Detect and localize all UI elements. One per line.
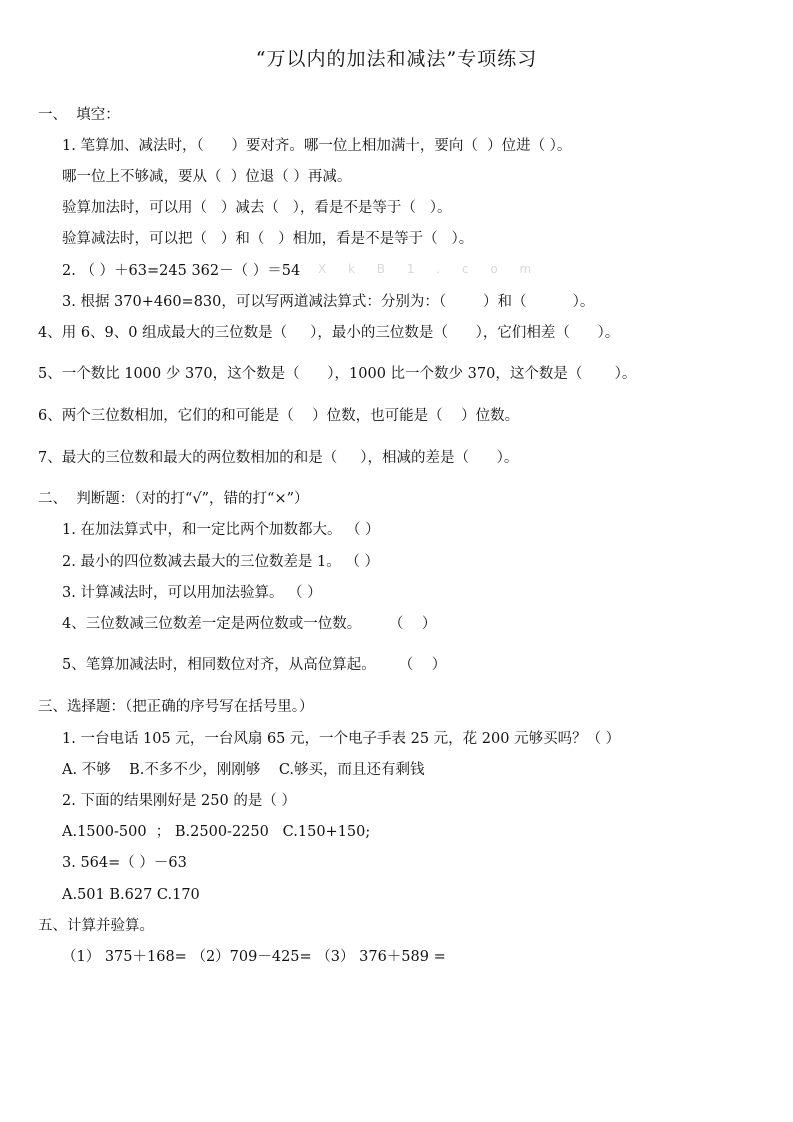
section-5-heading: 五、计算并验算。 bbox=[38, 918, 154, 934]
choice-q1: 1. 一台电话 105 元，一台风扇 65 元，一个电子手表 25 元，花 200 元够买吗？（ ） bbox=[62, 731, 621, 747]
page-title: “万以内的加法和减法”专项练习 bbox=[255, 48, 538, 70]
judge-item-1: 1. 在加法算式中，和一定比两个加数都大。 （ ） bbox=[62, 522, 380, 538]
choice-q2: 2. 下面的结果刚好是 250 的是（ ） bbox=[62, 793, 296, 809]
fill-blank-q1-line1: 1. 笔算加、减法时，（ ）要对齐。哪一位上相加满十，要向（ ）位进（ ）。 bbox=[62, 138, 572, 154]
judge-item-2: 2. 最小的四位数减去最大的三位数差是 1。 （ ） bbox=[62, 554, 379, 570]
choice-q3-options: A.501 B.627 C.170 bbox=[62, 887, 200, 903]
question-4: 4、用 6、9、0 组成最大的三位数是（ ），最小的三位数是（ ），它们相差（ ）。 bbox=[38, 325, 620, 341]
choice-q1-options: A. 不够 B.不多不少，刚刚够 C.够买，而且还有剩钱 bbox=[62, 762, 425, 778]
watermark: X k B 1 . c o m bbox=[318, 262, 541, 276]
fill-blank-q2: 2. （ ）＋63=245 362－（ ）＝54 bbox=[62, 263, 301, 279]
choice-q3: 3. 564=（ ）－63 bbox=[62, 855, 187, 871]
fill-blank-q1-line3: 验算加法时，可以用（ ）减去（ ），看是不是等于（ ）。 bbox=[62, 200, 452, 216]
fill-blank-q1-line2: 哪一位上不够减，要从（ ）位退（ ）再减。 bbox=[62, 169, 352, 185]
choice-q2-options: A.1500-500 ； B.2500-2250 C.150+150; bbox=[62, 824, 371, 840]
section-2-heading: 二、 判断题：（对的打“√”，错的打“×”） bbox=[38, 491, 309, 507]
judge-item-4: 4、三位数减三位数差一定是两位数或一位数。 （ ） bbox=[62, 616, 437, 632]
judge-item-3: 3. 计算减法时，可以用加法验算。 （ ） bbox=[62, 585, 322, 601]
section-1-heading: 一、 填空： bbox=[38, 107, 120, 123]
fill-blank-q3: 3. 根据 370+460=830，可以写两道减法算式：分别为：（ ）和（ ）。 bbox=[62, 294, 595, 310]
question-6: 6、两个三位数相加，它们的和可能是（ ）位数，也可能是（ ）位数。 bbox=[38, 408, 520, 424]
calc-line: （1） 375＋168= （2）709－425= （3） 376＋589 = bbox=[62, 949, 446, 965]
section-3-heading: 三、选择题：（把正确的序号写在括号里。） bbox=[38, 699, 314, 715]
question-5: 5、一个数比 1000 少 370，这个数是（ ），1000 比一个数少 370，这个数是（ ）。 bbox=[38, 366, 637, 382]
fill-blank-q1-line4: 验算减法时，可以把（ ）和（ ）相加，看是不是等于（ ）。 bbox=[62, 231, 474, 247]
question-7: 7、最大的三位数和最大的两位数相加的和是（ ），相减的差是（ ）。 bbox=[38, 450, 519, 466]
judge-item-5: 5、笔算加减法时，相同数位对齐，从高位算起。 （ ） bbox=[62, 657, 447, 673]
